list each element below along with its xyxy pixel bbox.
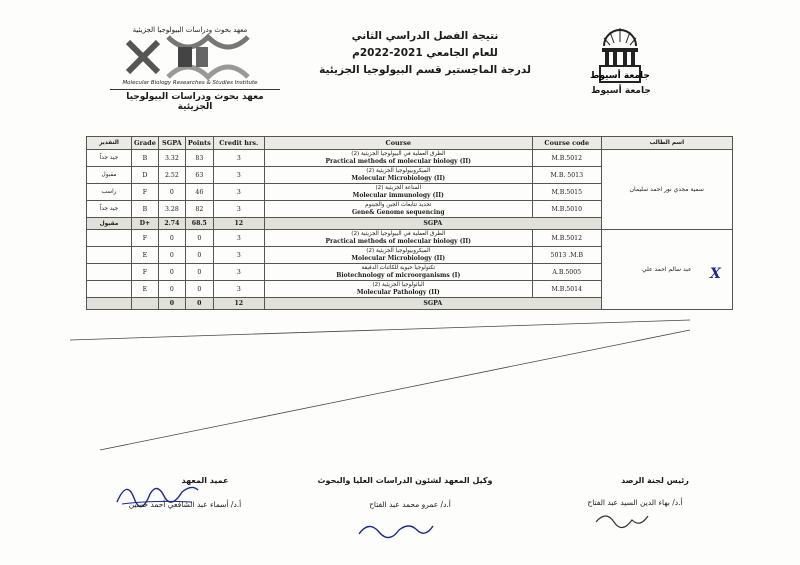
points-cell: 0	[185, 247, 213, 264]
credit-cell: 3	[213, 167, 264, 184]
sgpa-cell: 0	[158, 230, 185, 247]
course-cell	[264, 167, 532, 184]
col-sgpa: SGPA	[158, 137, 185, 150]
sgpa-cell: 3.32	[158, 150, 185, 167]
credit-cell: 3	[213, 281, 264, 298]
university-logo	[590, 22, 650, 84]
grade-cell: D+	[132, 218, 159, 230]
credit-cell: 12	[213, 218, 264, 230]
summary-label: SGPA	[264, 218, 601, 230]
rating-cell: جيد جداً	[87, 201, 132, 218]
course-name-ar: الميكروبيولوجيا الجزيئية (2)	[366, 248, 431, 254]
student-name: سمية مجدي نور احمد سليمان	[601, 150, 732, 230]
credit-cell: 3	[213, 230, 264, 247]
course-cell	[264, 184, 532, 201]
vice-dean-title: وكيل المعهد لشئون الدراسات العليا والبحوث	[317, 476, 493, 485]
course-name-ar: المناعة الجزيئية (2)	[375, 185, 422, 191]
col-credit: Credit hrs.	[213, 137, 264, 150]
course-cell	[264, 150, 532, 167]
course-name-en: Molecular immunology (II)	[352, 192, 444, 199]
title-line-3: لدرجة الماجستير قسم البيولوجيا الجزيئية	[319, 64, 531, 76]
sgpa-cell: 2.74	[158, 218, 185, 230]
points-cell: 83	[185, 150, 213, 167]
sgpa-cell: 2.52	[158, 167, 185, 184]
credit-cell: 3	[213, 184, 264, 201]
course-name-en: Biotechnology of microorganisms (I)	[336, 272, 461, 279]
summary-label: SGPA	[264, 298, 601, 310]
grade-cell: E	[132, 247, 159, 264]
grade-cell: B	[132, 150, 159, 167]
course-name-en: Molecular Microbiology (II)	[351, 175, 446, 182]
col-grade: Grade	[132, 137, 159, 150]
course-name-en: Molecular Pathology (II)	[356, 289, 440, 296]
table-row	[87, 150, 733, 167]
points-cell: 0	[185, 281, 213, 298]
course-cell	[264, 201, 532, 218]
col-student: اسم الطالب	[601, 137, 732, 150]
points-cell: 63	[185, 167, 213, 184]
points-cell: 68.5	[185, 218, 213, 230]
vice-dean-signature	[355, 516, 435, 542]
sgpa-cell: 3.28	[158, 201, 185, 218]
col-course-code: Course code	[532, 137, 601, 150]
committee-chair-signature	[592, 508, 652, 534]
course-cell	[264, 230, 532, 247]
rating-cell	[87, 281, 132, 298]
credit-cell: 3	[213, 150, 264, 167]
course-name-ar: الباثولوجيا الجزيئية (2)	[372, 282, 425, 288]
university-name: جامعة أسيوط	[591, 86, 651, 96]
title-line-2: للعام الجامعي 2021-2022م	[352, 47, 498, 59]
committee-chair-title: رئيس لجنة الرصد	[621, 476, 689, 485]
sgpa-cell: 0	[158, 281, 185, 298]
course-name-ar: تكنولوجيا حيوية للكائنات الدقيقة	[361, 265, 436, 271]
course-name-ar: تحديد تتابعات الجين والجينوم	[365, 202, 432, 208]
course-code-cell: M.B.5010	[532, 201, 601, 218]
course-code-cell: A.B.5005	[532, 264, 601, 281]
course-code-cell: M.B.5012	[532, 230, 601, 247]
margin-x-mark: X	[710, 266, 721, 282]
course-name-ar: الميكروبيولوجيا الجزيئية (2)	[366, 168, 431, 174]
points-cell: 0	[185, 298, 213, 310]
institute-name-top: معهد بحوث ودراسات البيولوجيا الجزيئية	[132, 26, 248, 34]
rating-cell	[87, 230, 132, 247]
points-cell: 0	[185, 264, 213, 281]
sgpa-cell: 0	[158, 184, 185, 201]
course-code-cell: M.B. 5013	[532, 167, 601, 184]
course-code-cell: M.B.5015	[532, 184, 601, 201]
credit-cell: 3	[213, 264, 264, 281]
grade-cell: D	[132, 167, 159, 184]
credit-cell: 3	[213, 201, 264, 218]
student-name: عبد سالم احمد علي	[601, 230, 732, 310]
university-logo-text: جامعة أسيوط	[590, 71, 650, 81]
course-name-ar: الطرق العملية في البيولوجيا الجزيئية (2)	[351, 151, 446, 157]
course-cell	[264, 247, 532, 264]
credit-cell: 12	[213, 298, 264, 310]
course-code-cell: M.B.5014	[532, 281, 601, 298]
grade-cell: B	[132, 201, 159, 218]
table-header-row	[87, 137, 733, 150]
institute-name: معهد بحوث ودراسات البيولوجيا الجزيئية	[110, 89, 280, 112]
cancel-strike-lines	[70, 300, 690, 460]
col-rating: التقدير	[87, 137, 132, 150]
sgpa-cell: 0	[158, 247, 185, 264]
points-cell: 46	[185, 184, 213, 201]
dean-name: أ.د/ أسماء عبد الشافعي أحمد حسين	[128, 500, 242, 509]
col-course: Course	[264, 137, 532, 150]
rating-cell	[87, 247, 132, 264]
credit-cell: 3	[213, 247, 264, 264]
col-points: Points	[185, 137, 213, 150]
dean-title: عميد المعهد	[181, 476, 229, 485]
rating-cell: مقبول	[87, 218, 132, 230]
rating-cell: راسب	[87, 184, 132, 201]
course-name-en: Molecular Microbiology (II)	[351, 255, 446, 262]
sgpa-cell: 0	[158, 298, 185, 310]
document-title	[310, 28, 540, 79]
course-code-cell: M.B.5012	[532, 150, 601, 167]
sgpa-cell: 0	[158, 264, 185, 281]
grade-cell: F	[132, 230, 159, 247]
grade-cell: F	[132, 184, 159, 201]
course-name-en: Practical methods of molecular biology (II)	[325, 158, 472, 165]
course-name-ar: الطرق العملية في البيولوجيا الجزيئية (2)	[351, 231, 446, 237]
results-table	[86, 136, 733, 310]
points-cell: 0	[185, 230, 213, 247]
table-row	[87, 230, 733, 247]
committee-chair-name: أ.د/ بهاء الدين السيد عبد الفتاح	[587, 498, 683, 507]
course-name-en: Gene& Genome sequencing	[351, 209, 445, 216]
points-cell: 82	[185, 201, 213, 218]
rating-cell	[87, 264, 132, 281]
course-code-cell: 5013 .M.B	[532, 247, 601, 264]
course-name-en: Practical methods of molecular biology (II)	[325, 238, 472, 245]
rating-cell: جيد جداً	[87, 150, 132, 167]
grade-cell: F	[132, 264, 159, 281]
course-cell	[264, 264, 532, 281]
grade-cell: E	[132, 281, 159, 298]
institute-name-en: Molecular Biology Researches & Studies Institute	[122, 80, 258, 86]
course-cell	[264, 281, 532, 298]
rating-cell: مقبول	[87, 167, 132, 184]
title-line-1: نتيجة الفصل الدراسي الثاني	[351, 30, 499, 42]
vice-dean-name: أ.د/ عمرو محمد عبد الفتاح	[369, 500, 451, 509]
